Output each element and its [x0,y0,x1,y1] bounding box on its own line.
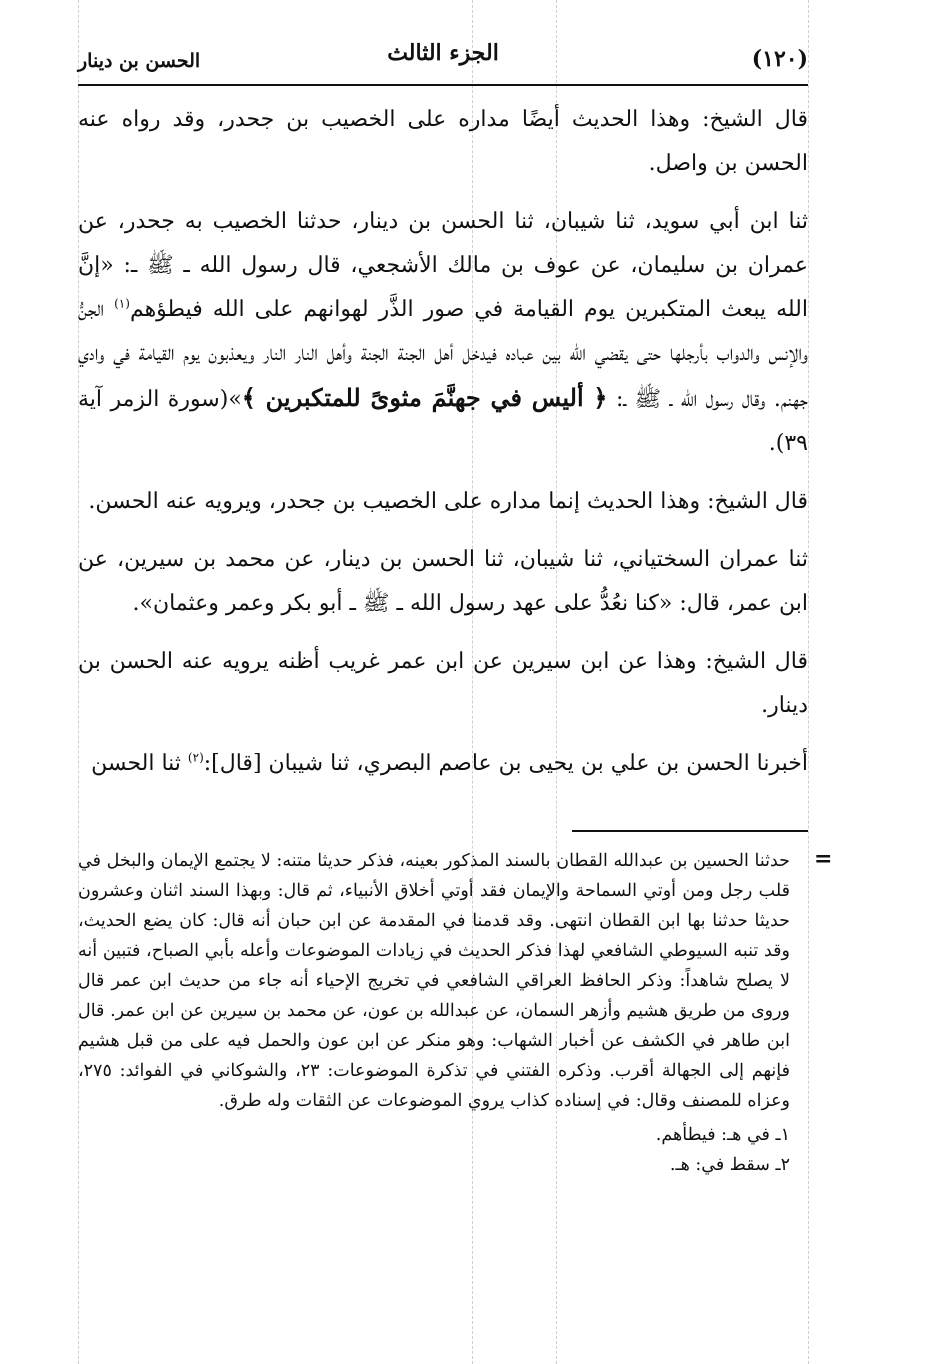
paragraph-sheikh-note-3: قال الشيخ: وهذا عن ابن سيرين عن ابن عمر غريب أظنه يرويه عنه الحسن بن دينار. [78,649,808,718]
paragraph-sheikh-note-2: قال الشيخ: وهذا الحديث إنما مداره على الخصيب بن جحدر، ويرويه عنه الحسن. [88,489,808,514]
running-head: الحسن بن دينار [78,50,201,72]
quran-quote: ﴿ أليس في جهنَّمَ مثوىً للمتكبرين ﴾ [241,383,608,412]
volume-title: الجزء الثالث [387,40,499,66]
footnotes [78,846,790,1180]
footnote-1: ١ـ في هـ: فيطأهم. [655,1125,790,1145]
footnote-ref-2: (٢) [187,750,204,765]
footnote-ref-1: (١) [114,296,130,311]
page-number: (١٢٠) [751,46,808,72]
paragraph-hadith-2: ثنا عمران السختياني، ثنا شيبان، ثنا الحسن بن دينار، عن محمد بن سيرين، عن ابن عمر، قال: «كنا نعُدُّ على عهد رسول الله ـ ﷺ ـ أبو بكر وعمر وعثمان». [78,547,808,616]
footnote-2: ٢ـ سقط في: هـ. [669,1155,790,1175]
footnote-continuation-mark: = [814,846,833,872]
footnote-continued-text: حدثنا الحسين بن عبدالله القطان بالسند المذكور بعينه، فذكر حديثا متنه: لا يجتمع الإيمان والبخل في قلب رجل ومن أوتي السماحة والإيمان فقد أوتي أخلاق الأنبياء، ثم قال: وبهذا السند اثنان وعشرون حديثا حدثنا بها ابن القطان انتهى. وقد قدمنا في المقدمة عن ابن حبان أنه قال: كان يضع الحديث، وقد تنبه السيوطي الشافعي لهذا فذكر الحديث في زيادات الموضوعات وأعله بأبي الصباح، فتبين أنه لا يصلح شاهداً: وذكر الحافظ العراقي الشافعي في تخريج الإحياء أنه جاء من حديث ابن عمر قال وروى من طريق هشيم وأزهر السمان، عن عبدالله بن عون، عن محمد بن سيرين عن ابن عمر. قال ابن طاهر في الكشف عن أخبار الشهاب: وهو منكر عن ابن عون والحمل فيه على من قبل هشيم فإنهم إلى الجهالة أقرب. وذكره الفتني في تذكرة الموضوعات: ٢٣، والشوكاني في الفوائد: ٢٧٥، وعزاه للمصنف وقال: في إسناده كذاب يروي الموضوعات عن الثقات وله طرق. [78,851,791,1111]
paragraph-sheikh-note-1: قال الشيخ: وهذا الحديث أيضًا مداره على الخصيب بن جحدر، وقد رواه عنه الحسن بن واصل. [78,107,808,176]
paragraph-hadith-3: أخبرنا الحسن بن علي بن يحيى بن عاصم البصري، ثنا شيبان [قال]:$^{(٢)}$ ثنا الحسن [91,750,808,776]
page-header [78,36,808,86]
scan-guide-line [808,0,809,1364]
main-text [78,98,808,800]
footnote-separator [572,830,808,832]
paragraph-hadith-1: ثنا ابن أبي سويد، ثنا شيبان، ثنا الحسن بن دينار، حدثنا الخصيب به جحدر، عن عمران بن سليمان، عن عوف بن مالك الأشجعي، قال رسول الله ـ ﷺ ـ: «إنَّ الله يبعث المتكبرين يوم القيامة في صور الذَّر لهوانهم على الله فيطؤهم$^{(١)}$ الجنُّ والإنس والدواب بأرجلها حتى يقضي الله بين عباده فيدخل أهل الجنة الجنة وأهل النار النار ويعذبون يوم القيامة في وادي جهنم. وقال رسول الله ـ ﷺ ـ: ﴿ أليس في جهنَّمَ مثوىً للمتكبرين ﴾»(سورة الزمر آية ٣٩). [78,209,808,456]
